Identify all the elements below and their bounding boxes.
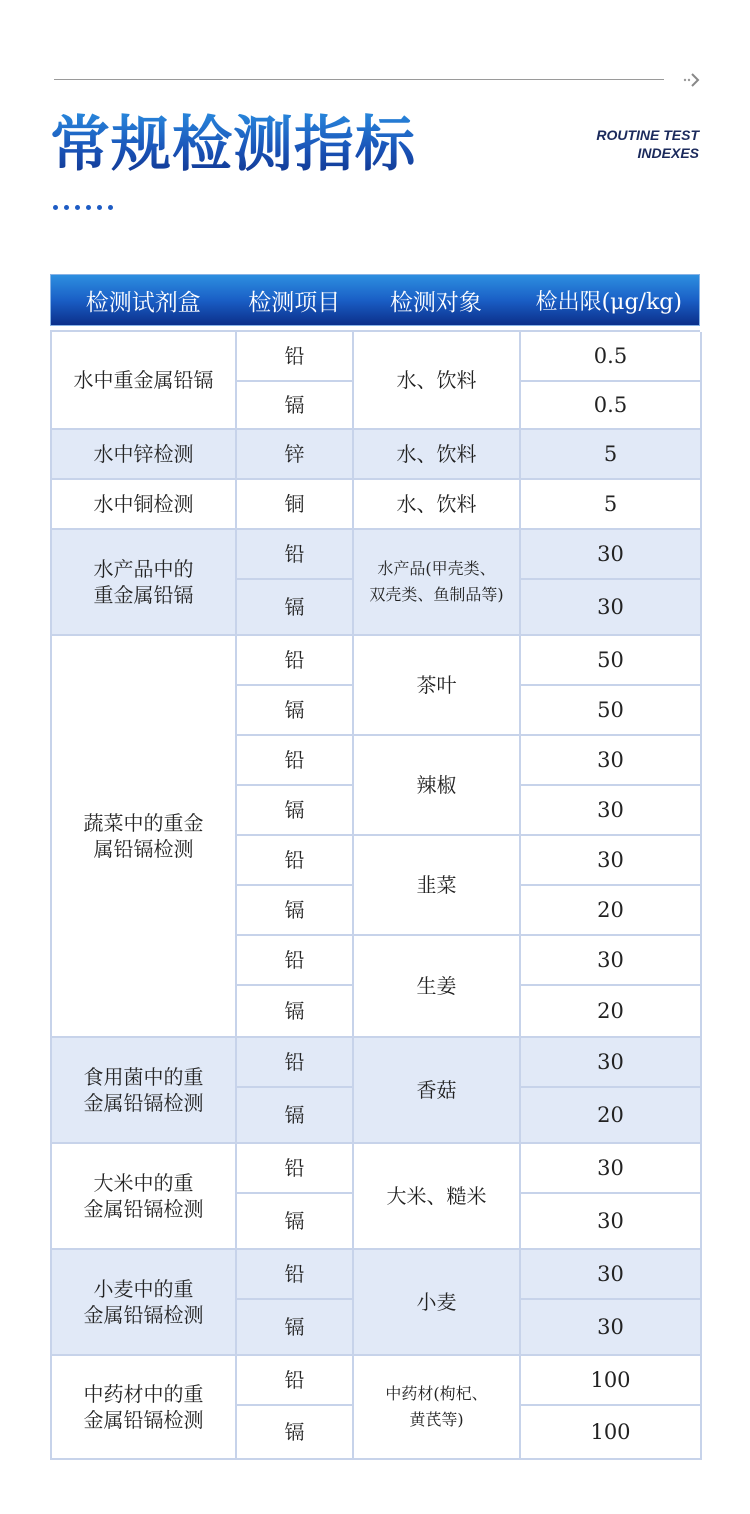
item-cell: 镉 — [237, 886, 354, 936]
kit-name-cell: 小麦中的重 金属铅镉检测 — [52, 1250, 237, 1356]
limit-cell: 30 — [521, 1038, 702, 1088]
english-subtitle — [596, 126, 699, 162]
limit-cell: 20 — [521, 1088, 702, 1144]
object-cell: 茶叶 — [354, 636, 521, 736]
object-cell: 小麦 — [354, 1250, 521, 1356]
decorative-dots — [53, 205, 113, 210]
object-cell: 中药材(枸杞、 黄芪等) — [354, 1356, 521, 1460]
kit-name-cell: 食用菌中的重 金属铅镉检测 — [52, 1038, 237, 1144]
item-cell: 铅 — [237, 836, 354, 886]
item-cell: 铅 — [237, 1144, 354, 1194]
kit-name-cell: 大米中的重 金属铅镉检测 — [52, 1144, 237, 1250]
limit-cell: 20 — [521, 986, 702, 1038]
column-header-limit: 检出限(μg/kg) — [535, 289, 682, 315]
limit-cell: 50 — [521, 636, 702, 686]
item-cell: 铜 — [237, 480, 354, 530]
kit-name-cell: 蔬菜中的重金 属铅镉检测 — [52, 636, 237, 1038]
item-cell: 镉 — [237, 786, 354, 836]
limit-cell: 30 — [521, 1144, 702, 1194]
limit-cell: 30 — [521, 936, 702, 986]
indexes-table — [50, 330, 700, 1460]
column-header-kit: 检测试剂盒 — [85, 289, 201, 316]
limit-cell: 30 — [521, 1194, 702, 1250]
limit-cell: 0.5 — [521, 382, 702, 430]
kit-name-cell: 水产品中的 重金属铅镉 — [52, 530, 237, 636]
item-cell: 镉 — [237, 1088, 354, 1144]
chevron-right-icon — [682, 70, 702, 90]
item-cell: 铅 — [237, 1356, 354, 1406]
limit-cell: 30 — [521, 786, 702, 836]
limit-cell: 100 — [521, 1356, 702, 1406]
item-cell: 铅 — [237, 936, 354, 986]
kit-name-cell: 水中铜检测 — [52, 480, 237, 530]
item-cell: 镉 — [237, 1300, 354, 1356]
kit-name-cell: 水中重金属铅镉 — [52, 332, 237, 430]
top-divider-line — [54, 79, 664, 80]
object-cell: 水产品(甲壳类、 双壳类、鱼制品等) — [354, 530, 521, 636]
table-header — [50, 274, 700, 326]
item-cell: 镉 — [237, 1406, 354, 1460]
item-cell: 铅 — [237, 332, 354, 382]
item-cell: 铅 — [237, 530, 354, 580]
item-cell: 铅 — [237, 736, 354, 786]
limit-cell: 30 — [521, 1300, 702, 1356]
object-cell: 水、饮料 — [354, 332, 521, 430]
column-header-object: 检测对象 — [389, 289, 482, 316]
english-subtitle-line1: ROUTINE TEST — [596, 127, 699, 143]
kit-name-cell: 中药材中的重 金属铅镉检测 — [52, 1356, 237, 1460]
limit-cell: 30 — [521, 530, 702, 580]
limit-cell: 30 — [521, 580, 702, 636]
limit-cell: 0.5 — [521, 332, 702, 382]
object-cell: 水、饮料 — [354, 430, 521, 480]
object-cell: 大米、糙米 — [354, 1144, 521, 1250]
object-cell: 水、饮料 — [354, 480, 521, 530]
limit-cell: 20 — [521, 886, 702, 936]
limit-cell: 30 — [521, 736, 702, 786]
limit-cell: 5 — [521, 480, 702, 530]
item-cell: 铅 — [237, 1250, 354, 1300]
column-header-item: 检测项目 — [248, 289, 341, 316]
english-subtitle-line2: INDEXES — [637, 145, 699, 161]
item-cell: 镉 — [237, 580, 354, 636]
item-cell: 镉 — [237, 986, 354, 1038]
item-cell: 镉 — [237, 1194, 354, 1250]
limit-cell: 30 — [521, 1250, 702, 1300]
object-cell: 辣椒 — [354, 736, 521, 836]
limit-cell: 50 — [521, 686, 702, 736]
object-cell: 生姜 — [354, 936, 521, 1038]
limit-cell: 5 — [521, 430, 702, 480]
item-cell: 锌 — [237, 430, 354, 480]
limit-cell: 100 — [521, 1406, 702, 1460]
object-cell: 香菇 — [354, 1038, 521, 1144]
page-title: 常规检测指标 — [50, 110, 416, 180]
object-cell: 韭菜 — [354, 836, 521, 936]
limit-cell: 30 — [521, 836, 702, 886]
item-cell: 铅 — [237, 636, 354, 686]
item-cell: 铅 — [237, 1038, 354, 1088]
item-cell: 镉 — [237, 686, 354, 736]
item-cell: 镉 — [237, 382, 354, 430]
kit-name-cell: 水中锌检测 — [52, 430, 237, 480]
